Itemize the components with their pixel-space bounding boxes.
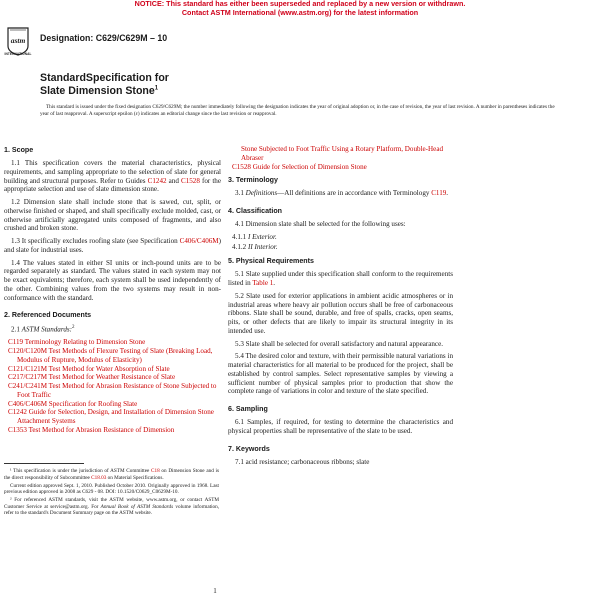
section-heading-scope: 1. Scope (4, 146, 34, 154)
section-heading-referenced-documents: 2. Referenced Documents (4, 311, 92, 320)
document-title (40, 72, 169, 97)
link-c18[interactable]: C18 (151, 468, 160, 474)
svg-text:astm: astm (10, 36, 26, 45)
classification-para: 4.1 Dimension slate shall be selected for the following uses: (235, 220, 406, 228)
issued-note: This standard is issued under the fixed designation C629/C629M; the number immediately following the designation indicates the year of original adoption or, in the case of revision, the year of last revision. A number in parentheses indicates the year of last reapproval. A superscript epsilon (ε) indicates an editorial change since the last revision or reapproval. (40, 104, 555, 117)
notice-line-2: Contact ASTM International (www.astm.org) for the latest information (181, 7, 419, 17)
section-heading-terminology: 3. Terminology (228, 176, 278, 185)
reference-item: C1242 Guide for Selection, Design, and Installation of Dimension Stone Attachment Systems (8, 408, 214, 426)
reference-list (4, 338, 221, 434)
reference-code-link[interactable]: C241/C241M (8, 382, 48, 391)
reference-item: C406/C406M Specification for Roofing Slate (8, 399, 138, 408)
reference-code-link[interactable]: C406/C406M (8, 399, 48, 408)
right-column (228, 145, 453, 470)
reference-item: C1353 Test Method for Abrasion Resistance of Dimension (8, 425, 175, 434)
scope-para-1: 1.1 This specification covers the material characteristics, physical requirements, and sampling appropriate to the selection of slate for general building and structural purposes. Refer to Guides C1242 and C1528 for the appropriate selection and use of slate dimension stone. (4, 159, 221, 194)
section-heading-keywords: 7. Keywords (228, 444, 270, 453)
section-heading-sampling: 6. Sampling (228, 405, 268, 413)
terminology-para: 3.1 Definitions—All definitions are in accordance with Terminology C119. (235, 189, 449, 198)
reference-code-link[interactable]: C1353 (8, 425, 27, 434)
left-column (0, 146, 221, 435)
designation: Designation: C629/C629M – 10 (40, 33, 168, 43)
title-line-2: Slate Dimension Stone (40, 84, 155, 97)
footnotes (4, 468, 219, 518)
title-footnote-mark: 1 (154, 84, 159, 91)
link-table-1[interactable]: Table 1 (252, 279, 274, 287)
footnote-1: ¹ This specification is under the jurisdiction of ASTM Committee C18 on Dimension Stone and is the direct responsibility of Subcommittee C18.03 on Material Specifications. (4, 468, 219, 481)
link-c1242[interactable]: C1242 (147, 176, 167, 185)
reference-item: C119 Terminology Relating to Dimension Stone (8, 338, 146, 347)
link-c1528[interactable]: C1528 (180, 176, 200, 185)
scope-para-2: 1.2 Dimension slate shall include stone that is sawed, cut, split, or otherwise finished or shaped, and shall specifically exclude molded, cast, or otherwise artificially aggregated units composed of fragments, and also crushed and broken stone. (4, 198, 221, 233)
scope-para-3: 1.3 It specifically excludes roofing slate (see Specification C406/C406M) and slate for industrial uses. (4, 237, 221, 254)
reference-item: C241/C241M Test Method for Abrasion Resistance of Stone Subjected to Foot Traffic (8, 382, 217, 399)
footnote-2: ² For referenced ASTM standards, visit the ASTM website, www.astm.org, or contact ASTM Customer Service at service@astm.org. For Annual Book of ASTM Standards volume information, refer to the standard's Document Summary page on the ASTM website. (4, 497, 219, 516)
astm-standards-subheading: 2.1 ASTM Standards:$^2$ (11, 325, 75, 334)
link-c406[interactable]: C406/C406M (179, 237, 219, 245)
physical-para-2: 5.2 Slate used for exterior applications in ambient acidic atmospheres or in industrial areas where heavy air pollution occurs shall be free of carbonaceous ribbons. Slate shall be sound, durable, and free of spalls, cracks, open seams, pits, or other defects that are likely to impair its structural integrity in its intended use. (228, 291, 453, 335)
reference-item: C120/C120M Test Methods of Flexure Testing of Slate (Breaking Load, Modulus of Rupture, Modulus of Elasticity) (8, 347, 213, 364)
scope-para-4: 1.4 The values stated in either SI units or inch-pound units are to be regarded separately as standard. The values stated in each system may not be exact equivalents; therefore, each system shall be used independently of the other. Combining values from the two systems may result in non-conformance with the standard. (4, 258, 221, 302)
reference-item: C217/C217M Test Method for Weather Resistance of Slate (8, 373, 176, 382)
physical-para-1: 5.1 Slate supplied under this specification shall conform to the requirements listed in Table 1. (228, 270, 453, 287)
footnote-1-edition: Current edition approved Sept. 1, 2010. Published October 2010. Originally approved in 1968. Last previous edition approved in 2008 as C629 - 08. DOI: 10.1520/C0629_C0629M-10. (4, 482, 219, 495)
withdrawn-notice (0, 0, 600, 17)
reference-code-link[interactable]: C1242 (8, 408, 27, 417)
page-number: 1 (213, 587, 217, 595)
physical-para-3: 5.3 Slate shall be selected for overall satisfactory and natural appearance. (235, 339, 443, 348)
reference-code-link[interactable]: C119 (8, 338, 24, 347)
footnote-divider (4, 463, 84, 464)
reference-continuation: Stone Subjected to Foot Traffic Using a Rotary Platform, Double-Head Abraser (241, 145, 444, 162)
title-line-1: StandardSpecification for (40, 72, 169, 84)
reference-item: C121/C121M Test Method for Water Absorption of Slate (8, 364, 170, 373)
link-c18-03[interactable]: C18.03 (91, 474, 107, 481)
reference-code-link[interactable]: C121/C121M (8, 364, 48, 373)
reference-item: C1528 Guide for Selection of Dimension Stone (232, 162, 367, 171)
sampling-para: 6.1 Samples, if required, for testing to determine the characteristics and physical properties shall be representative of the slate to be used. (228, 418, 453, 435)
reference-code-link[interactable]: C120/C120M (8, 347, 48, 356)
keywords-para: 7.1 acid resistance; carbonaceous ribbons; slate (235, 457, 370, 466)
reference-code-link[interactable]: C217/C217M (8, 373, 48, 382)
reference-code-link[interactable]: C1528 (232, 162, 251, 171)
section-heading-classification: 4. Classification (228, 207, 283, 215)
notice-line-1: NOTICE: This standard has either been superseded and replaced by a new version or withdrawn. (134, 0, 466, 8)
link-c119[interactable]: C119 (431, 189, 447, 198)
section-heading-physical-requirements: 5. Physical Requirements (228, 257, 314, 266)
physical-para-4: 5.4 The desired color and texture, with their permissible natural variations in material characteristics for all material to be produced for the project, shall be established by control samples. Select representative samples by viewing a sufficient number of physical samples prior to production that show the complete range of variations in color and texture of the slate specified. (228, 352, 453, 396)
classification-item-exterior: 4.1.1 I Exterior. (232, 232, 277, 241)
classification-item-interior: 4.1.2 II Interior. (232, 242, 278, 251)
logo-subtext: INTERNATIONAL (4, 52, 32, 56)
